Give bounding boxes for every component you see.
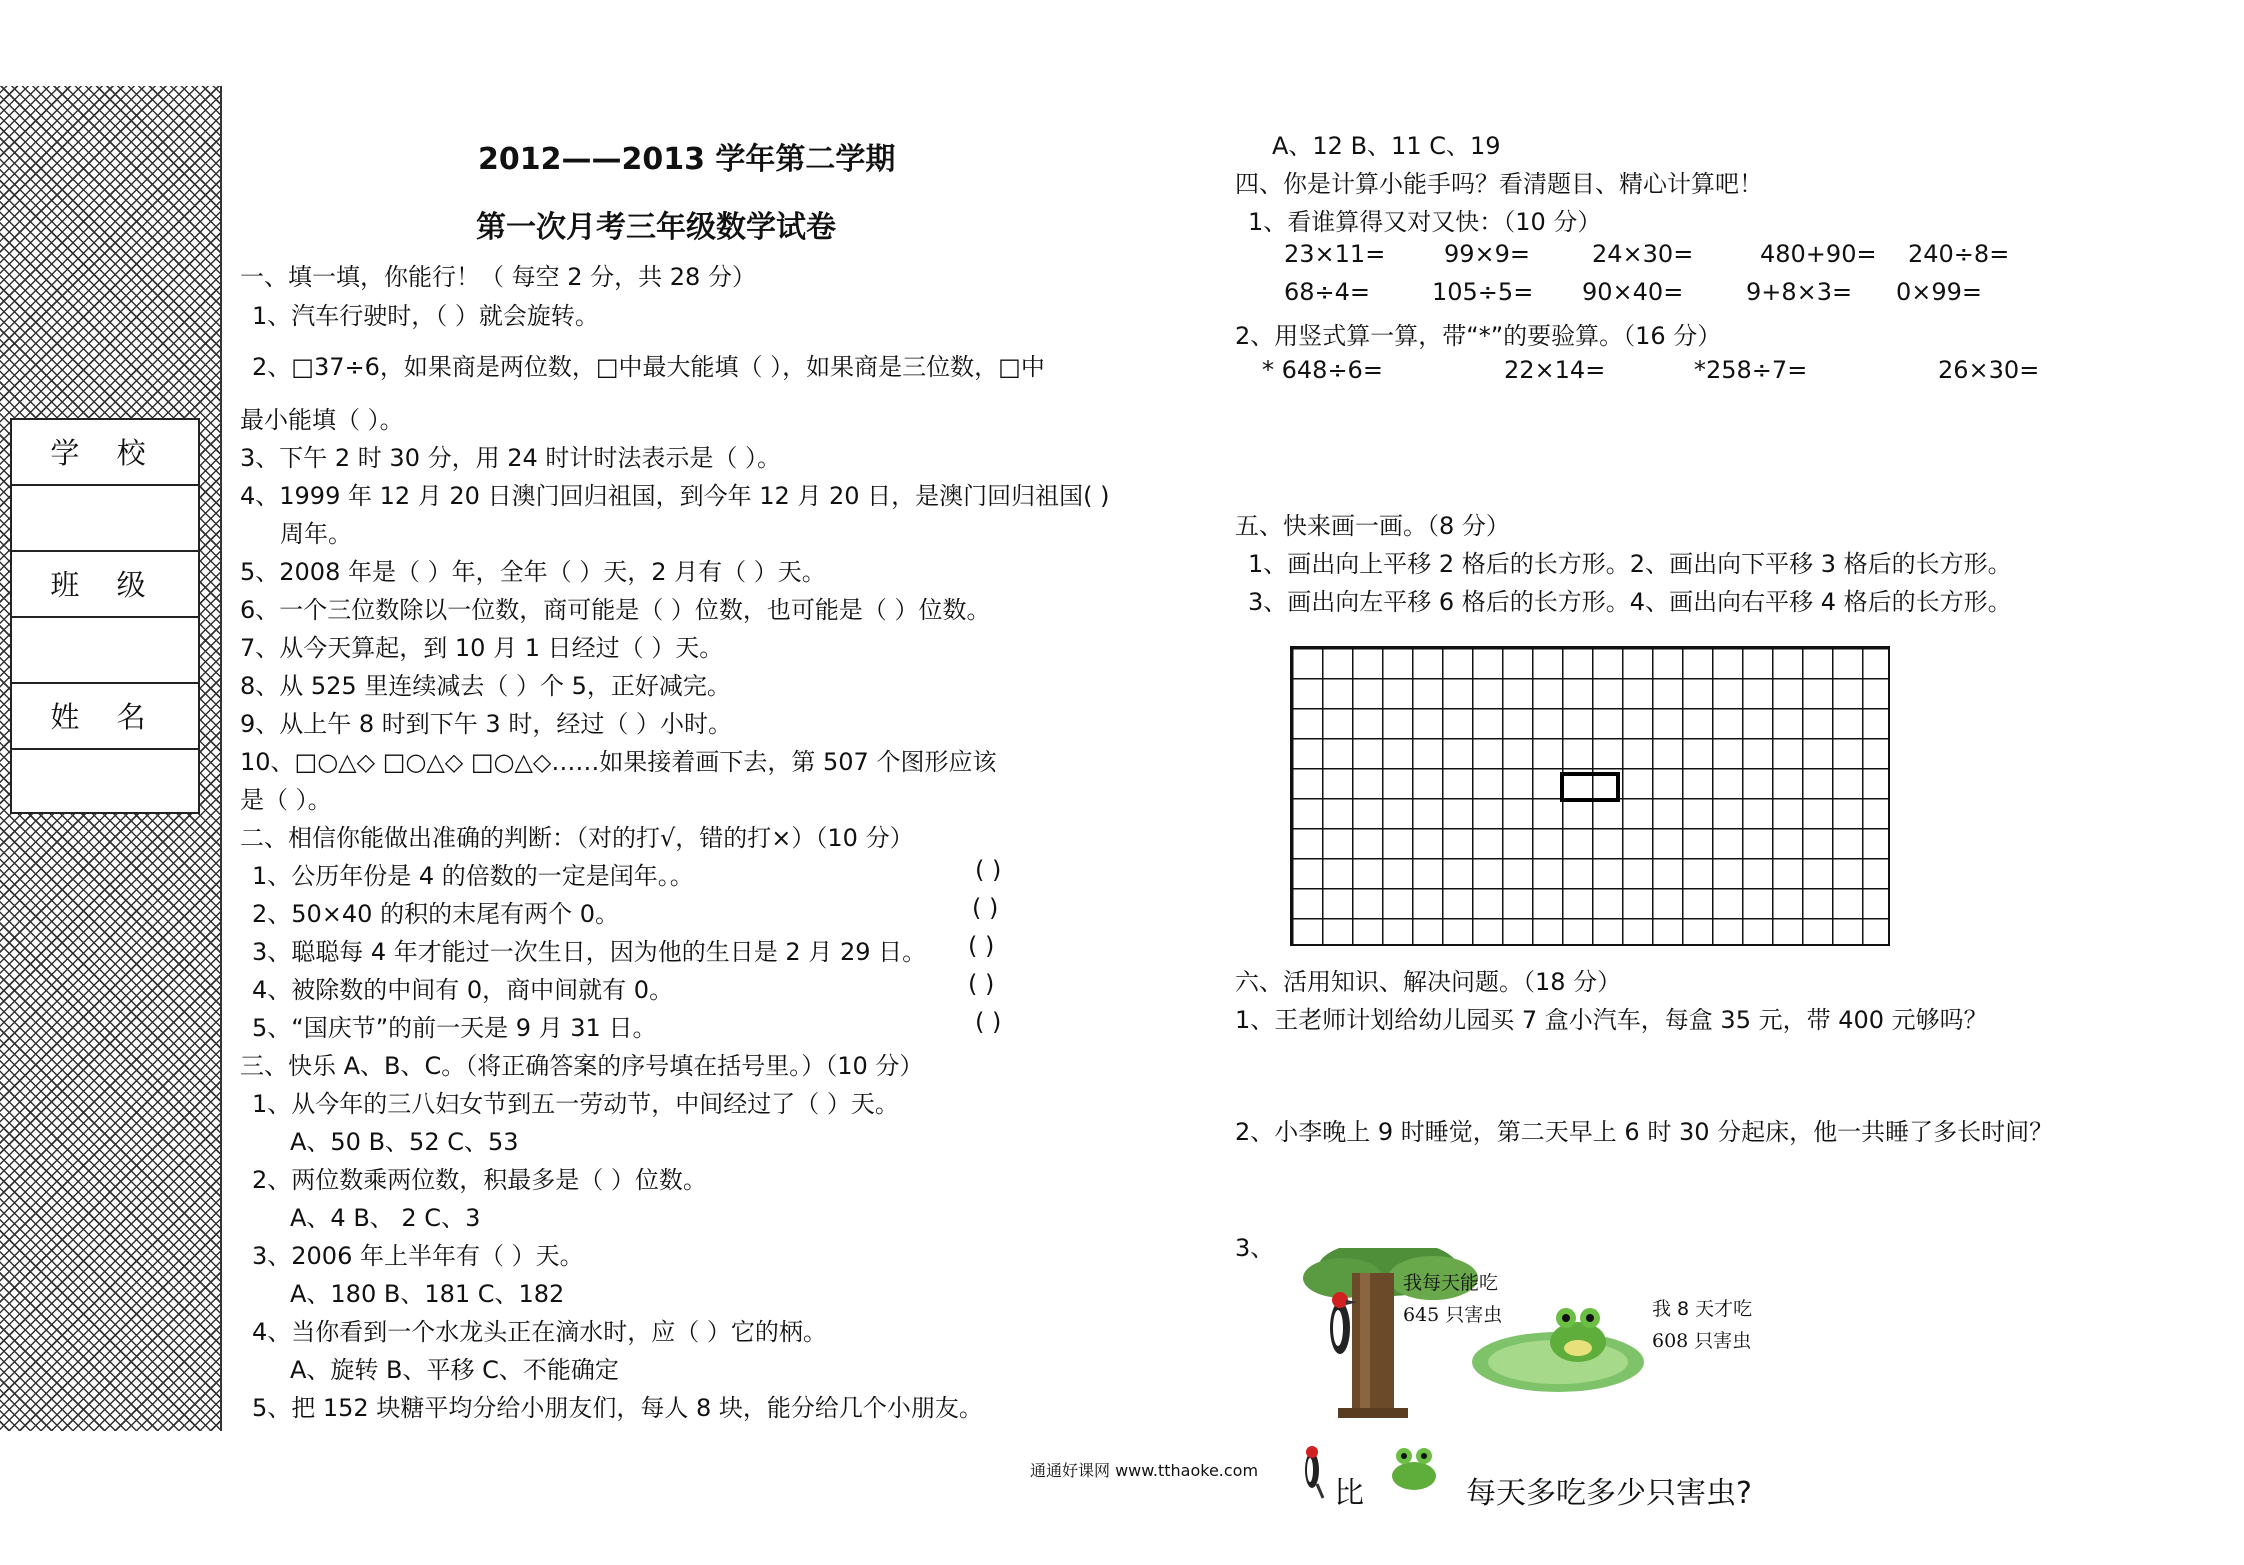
q2-2: 2、50×40 的积的末尾有两个 0。 [252, 900, 619, 928]
q3-2-options: A、4 B、 2 C、3 [290, 1204, 481, 1232]
question-bi: 比 [1334, 1476, 1364, 1511]
name-field[interactable] [12, 750, 198, 816]
q1-10-cont: 是（ ）。 [240, 786, 332, 814]
calc-9: 9+8×3= [1746, 278, 1853, 306]
q1-6: 6、一个三位数除以一位数，商可能是（ ）位数，也可能是（ ）位数。 [240, 596, 991, 624]
frog-lilypad-illustration [1468, 1290, 1648, 1400]
student-info-box [10, 418, 200, 814]
question-end: 每天多吃多少只害虫? [1466, 1476, 1752, 1511]
section-1-heading: 一、填一填，你能行！（ 每空 2 分，共 28 分） [240, 263, 756, 291]
school-label: 学 校 [12, 420, 198, 486]
page-title-term: 2012——2013 学年第二学期 [478, 142, 896, 177]
q1-8: 8、从 525 里连续减去（ ）个 5，正好减完。 [240, 672, 731, 700]
q3-1-options: A、50 B、52 C、53 [290, 1128, 519, 1156]
q1-4: 4、1999 年 12 月 20 日澳门回归祖国，到今年 12 月 20 日，是澳门回归祖国( ) [240, 482, 1110, 510]
q5-2: 3、画出向左平移 6 格后的长方形。4、画出向右平移 4 格后的长方形。 [1248, 588, 2012, 616]
q2-1: 1、公历年份是 4 的倍数的一定是闰年。。 [252, 862, 694, 890]
calc-2: 99×9= [1444, 240, 1531, 268]
section-6-heading: 六、活用知识、解决问题。（18 分） [1235, 968, 1622, 996]
q3-2: 2、两位数乘两位数，积最多是（ ）位数。 [252, 1166, 707, 1194]
section-4-heading: 四、你是计算小能手吗？看清题目、精心计算吧！ [1235, 170, 1763, 198]
small-frog-icon [1386, 1440, 1442, 1496]
q3-5: 5、把 152 块糖平均分给小朋友们，每人 8 块，能分给几个小朋友。 [252, 1394, 983, 1422]
name-label: 姓 名 [12, 684, 198, 750]
q2-5-bracket[interactable]: ( ) [975, 1008, 1002, 1036]
q1-5: 5、2008 年是（ ）年，全年（ ）天，2 月有（ ）天。 [240, 558, 826, 586]
q4-2: 2、用竖式算一算，带“*”的要验算。（16 分） [1235, 322, 1722, 350]
q1-10: 10、□○△◇ □○△◇ □○△◇……如果接着画下去，第 507 个图形应该 [240, 748, 997, 776]
q1-9: 9、从上午 8 时到下午 3 时，经过（ ）小时。 [240, 710, 732, 738]
q1-3: 3、下午 2 时 30 分，用 24 时计时法表示是（ ）。 [240, 444, 782, 472]
section-5-heading: 五、快来画一画。（8 分） [1235, 512, 1510, 540]
binding-strip [0, 86, 222, 1431]
school-field[interactable] [12, 486, 198, 552]
q3-3: 3、2006 年上半年有（ ）天。 [252, 1242, 584, 1270]
small-woodpecker-icon [1295, 1440, 1329, 1500]
q3-3-options: A、180 B、181 C、182 [290, 1280, 565, 1308]
q6-3: 3、 [1235, 1234, 1275, 1262]
frog-bubble-line2: 608 只害虫 [1652, 1330, 1752, 1352]
q3-4: 4、当你看到一个水龙头正在滴水时，应（ ）它的柄。 [252, 1318, 827, 1346]
q2-5: 5、“国庆节”的前一天是 9 月 31 日。 [252, 1014, 657, 1042]
woodpecker-bubble-line2: 645 只害虫 [1403, 1304, 1503, 1326]
q6-1: 1、王老师计划给幼儿园买 7 盒小汽车，每盒 35 元，带 400 元够吗？ [1235, 1006, 1988, 1034]
q1-2: 2、□37÷6，如果商是两位数，□中最大能填（ ），如果商是三位数，□中 [252, 353, 1045, 381]
q3-4-options: A、旋转 B、平移 C、不能确定 [290, 1356, 619, 1384]
q1-7: 7、从今天算起，到 10 月 1 日经过（ ）天。 [240, 634, 724, 662]
q4-1: 1、看谁算得又对又快：（10 分） [1248, 208, 1602, 236]
woodpecker-bubble-line1: 我每天能吃 [1403, 1272, 1499, 1294]
page-title-exam: 第一次月考三年级数学试卷 [476, 210, 836, 245]
grid-rectangle [1560, 772, 1620, 802]
class-field[interactable] [12, 618, 198, 684]
calc-5: 240÷8= [1908, 240, 2010, 268]
vertical-2: 22×14= [1504, 356, 1606, 384]
frog-icon [1550, 1308, 1606, 1362]
q6-2: 2、小李晚上 9 时睡觉，第二天早上 6 时 30 分起床，他一共睡了多长时间？ [1235, 1118, 2054, 1146]
q5-1: 1、画出向上平移 2 格后的长方形。2、画出向下平移 3 格后的长方形。 [1248, 550, 2012, 578]
q3-5-options: A、12 B、11 C、19 [1272, 132, 1501, 160]
q2-3: 3、聪聪每 4 年才能过一次生日，因为他的生日是 2 月 29 日。 [252, 938, 927, 966]
q2-4: 4、被除数的中间有 0，商中间就有 0。 [252, 976, 674, 1004]
calc-4: 480+90= [1760, 240, 1877, 268]
class-label: 班 级 [12, 552, 198, 618]
vertical-4: 26×30= [1938, 356, 2040, 384]
vertical-1: * 648÷6= [1262, 356, 1383, 384]
vertical-3: *258÷7= [1694, 356, 1808, 384]
q3-1: 1、从今年的三八妇女节到五一劳动节，中间经过了（ ）天。 [252, 1090, 899, 1118]
q1-1: 1、汽车行驶时，（ ）就会旋转。 [252, 302, 599, 330]
calc-6: 68÷4= [1284, 278, 1371, 306]
q2-1-bracket[interactable]: ( ) [975, 856, 1002, 884]
section-3-heading: 三、快乐 A、B、C。（将正确答案的序号填在括号里。）（10 分） [240, 1052, 924, 1080]
watermark: 通通好课网 www.tthaoke.com [1030, 1461, 1259, 1480]
calc-7: 105÷5= [1432, 278, 1534, 306]
q1-2-cont: 最小能填（ ）。 [240, 406, 404, 434]
q2-4-bracket[interactable]: ( ) [968, 970, 995, 998]
calc-10: 0×99= [1896, 278, 1983, 306]
calc-8: 90×40= [1582, 278, 1684, 306]
section-2-heading: 二、相信你能做出准确的判断：（对的打√，错的打×）（10 分） [240, 824, 914, 852]
q2-3-bracket[interactable]: ( ) [968, 932, 995, 960]
q1-4-cont: 周年。 [280, 520, 352, 548]
q2-2-bracket[interactable]: ( ) [972, 894, 999, 922]
calc-1: 23×11= [1284, 240, 1386, 268]
frog-bubble-line1: 我 8 天才吃 [1652, 1298, 1753, 1320]
calc-3: 24×30= [1592, 240, 1694, 268]
